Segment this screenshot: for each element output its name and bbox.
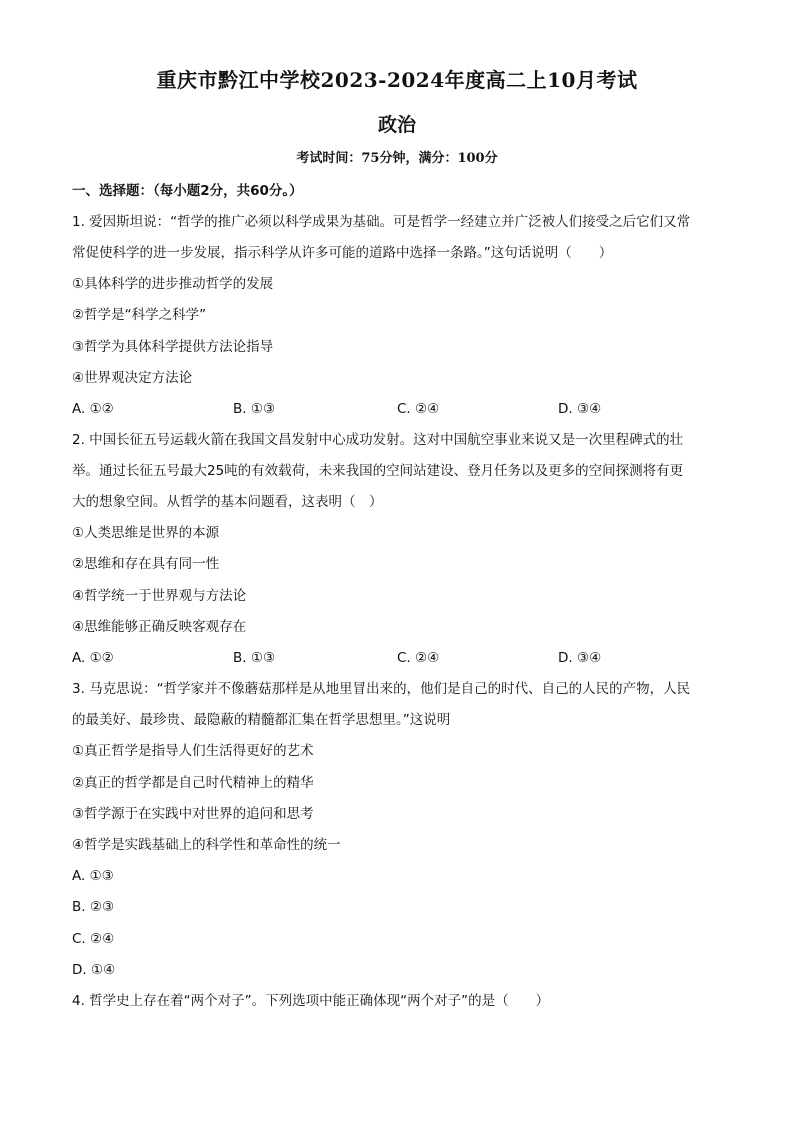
question-2-item-1: ①人类思维是世界的本源: [72, 525, 220, 541]
question-3-option-a[interactable]: A. ①③: [72, 868, 114, 884]
question-3-item-4: ④哲学是实践基础上的科学性和革命性的统一: [72, 837, 341, 853]
question-2-option-a[interactable]: A. ①②: [72, 650, 114, 666]
question-1-options: [72, 399, 722, 419]
exam-subject: 政治: [377, 114, 416, 136]
question-3-item-1: ①真正哲学是指导人们生活得更好的艺术: [72, 743, 314, 759]
question-1-stem-line-2: 常促使科学的进一步发展，指示科学从许多可能的道路中选择一条路。”这句话说明（ ）: [72, 245, 613, 261]
question-3-item-3: ③哲学源于在实践中对世界的追问和思考: [72, 806, 314, 822]
question-1-stem-line-1: 1. 爱因斯坦说：“哲学的推广必须以科学成果为基础。可是哲学一经建立并广泛被人们接受之后它们又常: [72, 214, 691, 230]
question-4-stem-line-1: 4. 哲学史上存在着“两个对子”。下列选项中能正确体现“两个对子”的是（ ）: [72, 993, 550, 1009]
question-2-stem-line-3: 大的想象空间。从哲学的基本问题看，这表明（ ）: [72, 494, 383, 510]
question-3-option-c[interactable]: C. ②④: [72, 931, 115, 947]
question-1-item-1: ①具体科学的进步推动哲学的发展: [72, 276, 274, 292]
question-1-option-b[interactable]: B. ①③: [233, 401, 276, 417]
question-1-option-a[interactable]: A. ①②: [72, 401, 114, 417]
question-1-item-3: ③哲学为具体科学提供方法论指导: [72, 339, 274, 355]
question-3-item-2: ②真正的哲学都是自己时代精神上的精华: [72, 775, 314, 791]
question-3-stem-line-2: 的最美好、最珍贵、最隐蔽的精髓都汇集在哲学思想里。”这说明: [72, 712, 451, 728]
question-3-stem-line-1: 3. 马克思说：“哲学家并不像蘑菇那样是从地里冒出来的，他们是自己的时代、自己的人民的产物，人民: [72, 681, 691, 697]
question-2-item-4: ④思维能够正确反映客观存在: [72, 619, 247, 635]
question-1-item-2: ②哲学是“科学之科学”: [72, 307, 207, 323]
exam-info: 考试时间：75分钟，满分：100分: [296, 151, 498, 166]
question-3-option-d[interactable]: D. ①④: [72, 962, 116, 978]
question-2-stem-line-1: 2. 中国长征五号运载火箭在我国文昌发射中心成功发射。这对中国航空事业来说又是一次里程碑式的壮: [72, 432, 684, 448]
section-title: 一、选择题：（每小题2分，共60分。）: [72, 183, 303, 199]
question-2-item-2: ②思维和存在具有同一性: [72, 556, 220, 572]
question-1-option-d[interactable]: D. ③④: [558, 401, 602, 417]
exam-title: 重庆市黔江中学校2023-2024年度高二上10月考试: [156, 68, 638, 92]
question-2-options: [72, 648, 722, 668]
question-2-option-c[interactable]: C. ②④: [397, 650, 440, 666]
question-2-option-b[interactable]: B. ①③: [233, 650, 276, 666]
question-3-option-b[interactable]: B. ②③: [72, 899, 115, 915]
question-1-item-4: ④世界观决定方法论: [72, 370, 193, 386]
question-2-stem-line-2: 举。通过长征五号最大25吨的有效载荷，未来我国的空间站建设、登月任务以及更多的空间探测将有更: [72, 463, 684, 479]
question-2-option-d[interactable]: D. ③④: [558, 650, 602, 666]
question-1-option-c[interactable]: C. ②④: [397, 401, 440, 417]
question-2-item-3: ④哲学统一于世界观与方法论: [72, 588, 247, 604]
